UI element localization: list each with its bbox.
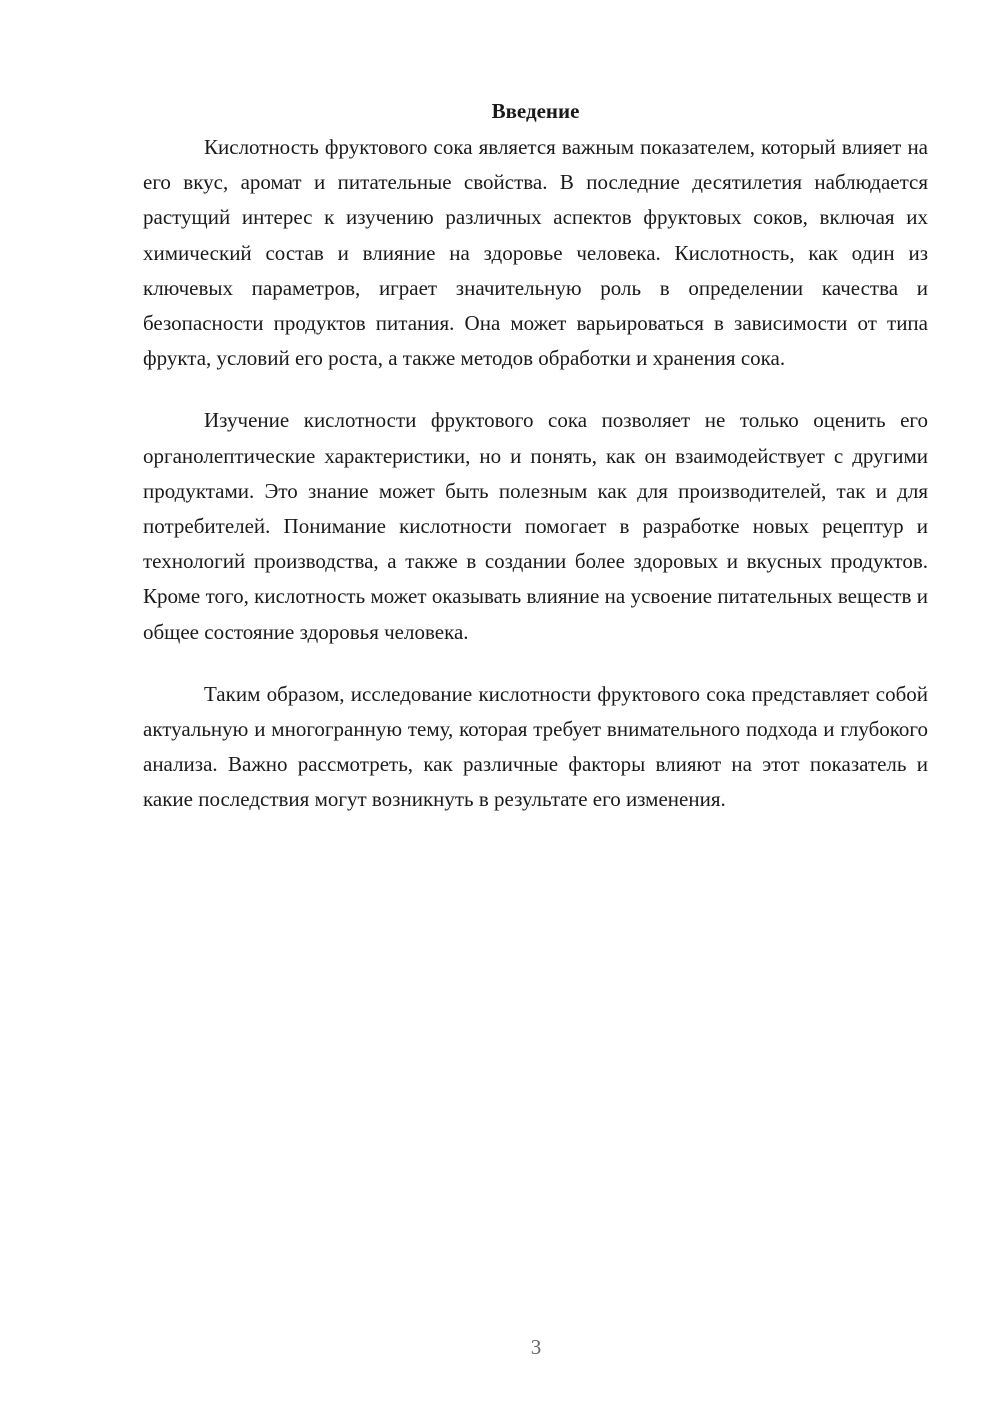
paragraph-3: Таким образом, исследование кислотности фруктового сока представляет собой актуальную и многогранную тему, которая требует внимательного подхода и глубокого анализа. Важно рассмотреть, как различные факторы влияют на этот показатель и какие последствия могут возникнуть в результате его изменения.	[143, 681, 928, 812]
paragraph-2: Изучение кислотности фруктового сока позволяет не только оценить его органолептические характеристики, но и понять, как он взаимодействует с другими продуктами. Это знание может быть полезным как для производителей, так и для потребителей. Понимание кислотности помогает в разработке новых рецептур и технологий производства, а также в создании более здоровых и вкусных продуктов. Кроме того, кислотность может оказывать влияние на усвоение питательных веществ и общее состояние здоровья человека.	[143, 408, 928, 644]
page-content	[143, 96, 928, 845]
paragraph-1: Кислотность фруктового сока является важным показателем, который влияет на его вкус, аромат и питательные свойства. В последние десятилетия наблюдается растущий интерес к изучению различных аспектов фруктовых соков, включая их химический состав и влияние на здоровье человека. Кислотность, как один из ключевых параметров, играет значительную роль в определении качества и безопасности продуктов питания. Она может варьироваться в зависимости от типа фрукта, условий его роста, а также методов обработки и хранения сока.	[143, 135, 928, 371]
section-heading: Введение	[491, 99, 580, 123]
page-number: 3	[530, 1335, 542, 1359]
